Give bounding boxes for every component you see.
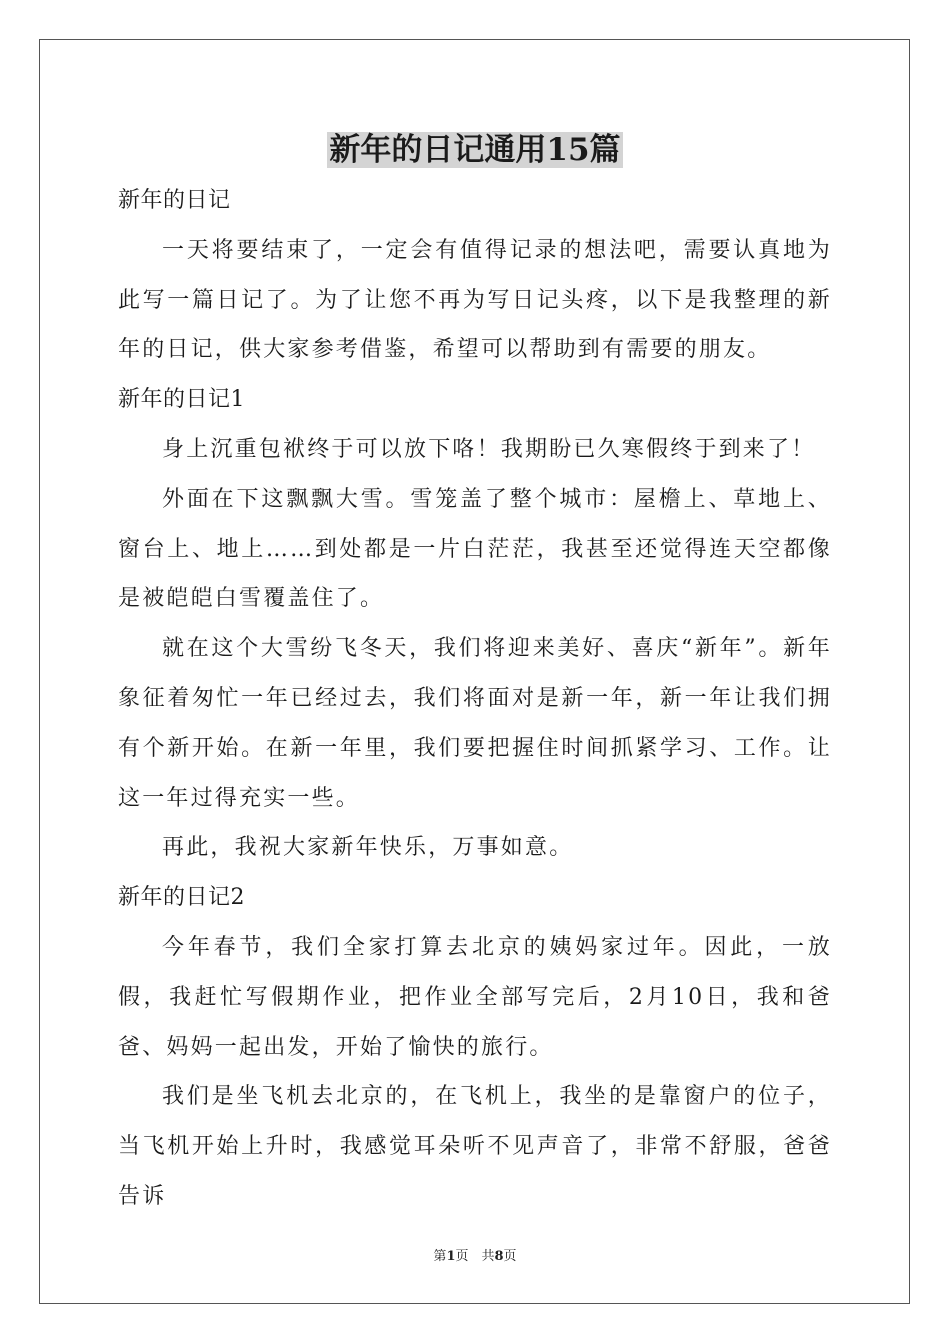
page-number-suffix: 页 [503, 1249, 517, 1264]
page-number-prefix: 第 [433, 1249, 447, 1264]
paragraph: 就在这个大雪纷飞冬天，我们将迎来美好、喜庆“新年”。新年象征着匆忙一年已经过去，我们将面对是新一年，新一年让我们拥有个新开始。在新一年里，我们要把握住时间抓紧学习、工作。让这一年过得充实一些。 [118, 636, 832, 811]
paragraph: 今年春节，我们全家打算去北京的姨妈家过年。因此，一放假，我赶忙写假期作业，把作业全部写完后，2月10日，我和爸爸、妈妈一起出发，开始了愉快的旅行。 [118, 934, 832, 1060]
page-footer [0, 1247, 950, 1267]
document-body [118, 176, 832, 1222]
document-title [0, 128, 950, 172]
section-heading: 新年的日记1 [118, 387, 245, 413]
paragraph: 外面在下这飘飘大雪。雪笼盖了整个城市：屋檐上、草地上、窗台上、地上……到处都是一片白茫茫，我甚至还觉得连天空都像是被皑皑白雪覆盖住了。 [118, 486, 832, 612]
page-number-current: 1 [446, 1249, 456, 1264]
section-heading: 新年的日记 [118, 188, 231, 213]
page-number-mid: 页 共 [455, 1249, 495, 1264]
section-heading: 新年的日记2 [118, 885, 245, 911]
paragraph: 一天将要结束了，一定会有值得记录的想法吧，需要认真地为此写一篇日记了。为了让您不再为写日记头疼，以下是我整理的新年的日记，供大家参考借鉴，希望可以帮助到有需要的朋友。 [118, 237, 832, 363]
page-number-total: 8 [494, 1249, 504, 1264]
paragraph: 再此，我祝大家新年快乐，万事如意。 [162, 835, 574, 861]
document-title-text: 新年的日记通用15篇 [329, 132, 621, 168]
paragraph: 身上沉重包袱终于可以放下咯！我期盼已久寒假终于到来了！ [162, 436, 816, 462]
paragraph: 我们是坐飞机去北京的，在飞机上，我坐的是靠窗户的位子，当飞机开始上升时，我感觉耳朵听不见声音了，非常不舒服，爸爸告诉 [118, 1084, 832, 1209]
